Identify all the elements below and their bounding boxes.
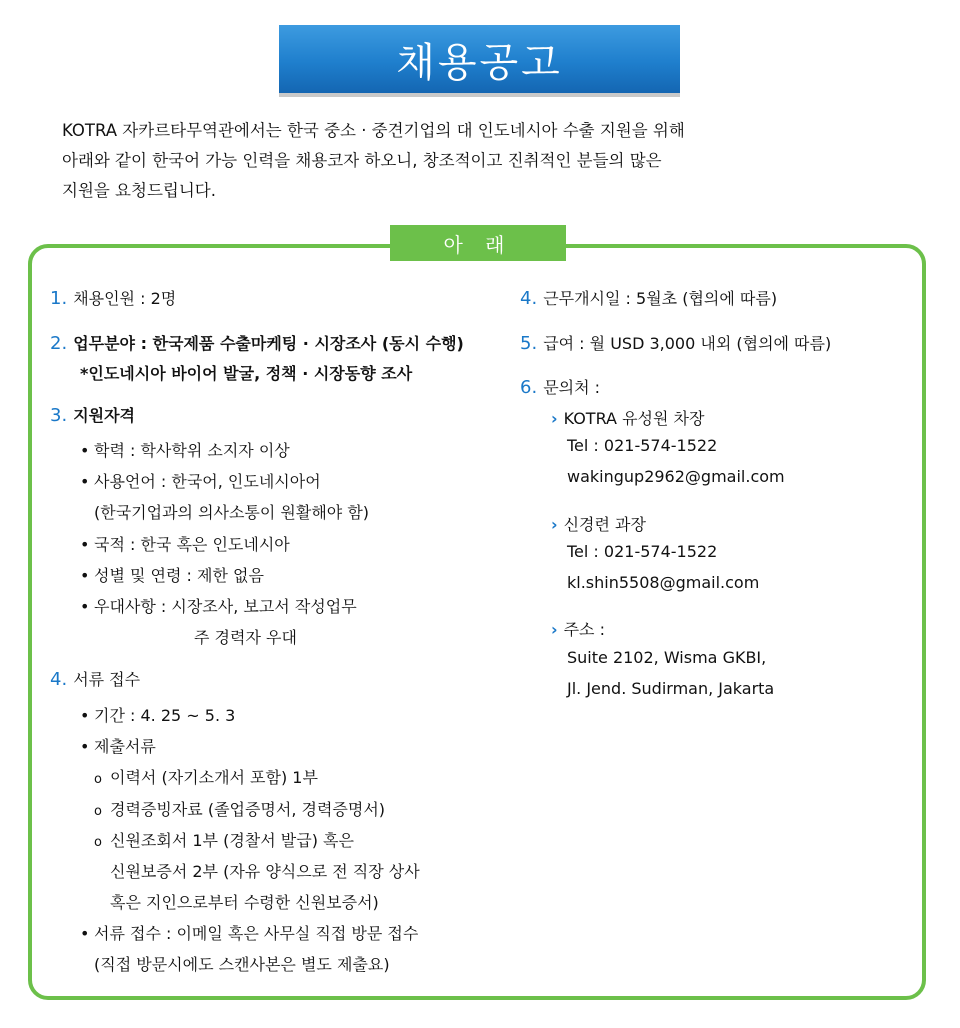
submission-docs: • 제출서류	[80, 737, 156, 756]
address-label: › 주소 :	[551, 620, 605, 639]
doc-background-sub2: 혹은 지인으로부터 수령한 신원보증서)	[110, 893, 379, 912]
address-line-1: Suite 2102, Wisma GKBI,	[567, 648, 767, 667]
submission-method-sub: (직접 방문시에도 스캔사본은 별도 제출요)	[94, 955, 390, 974]
doc-career: o 경력증빙자료 (졸업증명서, 경력증명서)	[94, 800, 386, 819]
chevron-right-icon: ›	[551, 409, 558, 428]
doc-background-sub1: 신원보증서 2부 (자유 양식으로 전 직장 상사	[110, 862, 420, 881]
page-title: 채용공고	[279, 25, 680, 93]
contact-2-email[interactable]: kl.shin5508@gmail.com	[567, 573, 760, 592]
qual-gender-age: • 성별 및 연령 : 제한 없음	[80, 566, 264, 585]
bullet-icon: •	[80, 566, 90, 585]
intro-text	[62, 116, 942, 206]
contact-2-tel: Tel : 021-574-1522	[567, 542, 718, 561]
details-frame	[28, 244, 926, 1000]
contact-2-name: › 신경련 과장	[551, 515, 646, 534]
doc-background: o 신원조회서 1부 (경찰서 발급) 혹은	[94, 831, 354, 850]
section-qualifications: 3. 지원자격	[50, 405, 136, 426]
intro-line: 지원을 요청드립니다.	[62, 181, 216, 200]
bullet-icon: •	[80, 924, 90, 943]
intro-line: KOTRA 자카르타무역관에서는 한국 중소 · 중견기업의 대 인도네시아 수출 지원을 위해	[62, 121, 685, 140]
bullet-icon: •	[80, 535, 90, 554]
submission-period: • 기간 : 4. 25 ~ 5. 3	[80, 706, 236, 725]
address-line-2: Jl. Jend. Sudirman, Jakarta	[567, 679, 775, 698]
contact-1-tel: Tel : 021-574-1522	[567, 436, 718, 455]
section-start-date: 4. 근무개시일 : 5월초 (협의에 따름)	[520, 288, 778, 309]
bullet-icon: •	[80, 472, 90, 491]
section-contact: 6. 문의처 :	[520, 377, 601, 398]
doc-resume: o 이력서 (자기소개서 포함) 1부	[94, 768, 318, 787]
qual-language: • 사용언어 : 한국어, 인도네시아어	[80, 472, 321, 491]
section-label: 아 래	[390, 225, 566, 261]
bullet-icon: •	[80, 737, 90, 756]
qual-education: • 학력 : 학사학위 소지자 이상	[80, 441, 290, 460]
chevron-right-icon: ›	[551, 620, 558, 639]
contact-1-email[interactable]: wakingup2962@gmail.com	[567, 467, 785, 486]
circle-bullet-icon: o	[94, 772, 102, 787]
qual-language-sub: (한국기업과의 의사소통이 원활해야 함)	[94, 503, 370, 522]
bullet-icon: •	[80, 597, 90, 616]
submission-method: • 서류 접수 : 이메일 혹은 사무실 직접 방문 접수	[80, 924, 419, 943]
qual-nationality: • 국적 : 한국 혹은 인도네시아	[80, 535, 290, 554]
contact-1-name: › KOTRA 유성원 차장	[551, 409, 705, 428]
qual-preference: • 우대사항 : 시장조사, 보고서 작성업무	[80, 597, 357, 616]
circle-bullet-icon: o	[94, 835, 102, 850]
section-headcount: 1. 채용인원 : 2명	[50, 288, 177, 309]
bullet-icon: •	[80, 706, 90, 725]
section-salary: 5. 급여 : 월 USD 3,000 내외 (협의에 따름)	[520, 333, 832, 354]
intro-line: 아래와 같이 한국어 가능 인력을 채용코자 하오니, 창조적이고 진취적인 분들의 많은	[62, 151, 662, 170]
section-submission: 4. 서류 접수	[50, 669, 141, 690]
duties-sub: *인도네시아 바이어 발굴, 정책 · 시장동향 조사	[80, 364, 413, 383]
circle-bullet-icon: o	[94, 804, 102, 819]
bullet-icon: •	[80, 441, 90, 460]
section-duties: 2. 업무분야 : 한국제품 수출마케팅 · 시장조사 (동시 수행)	[50, 333, 464, 354]
chevron-right-icon: ›	[551, 515, 558, 534]
qual-preference-sub: 주 경력자 우대	[194, 628, 297, 647]
